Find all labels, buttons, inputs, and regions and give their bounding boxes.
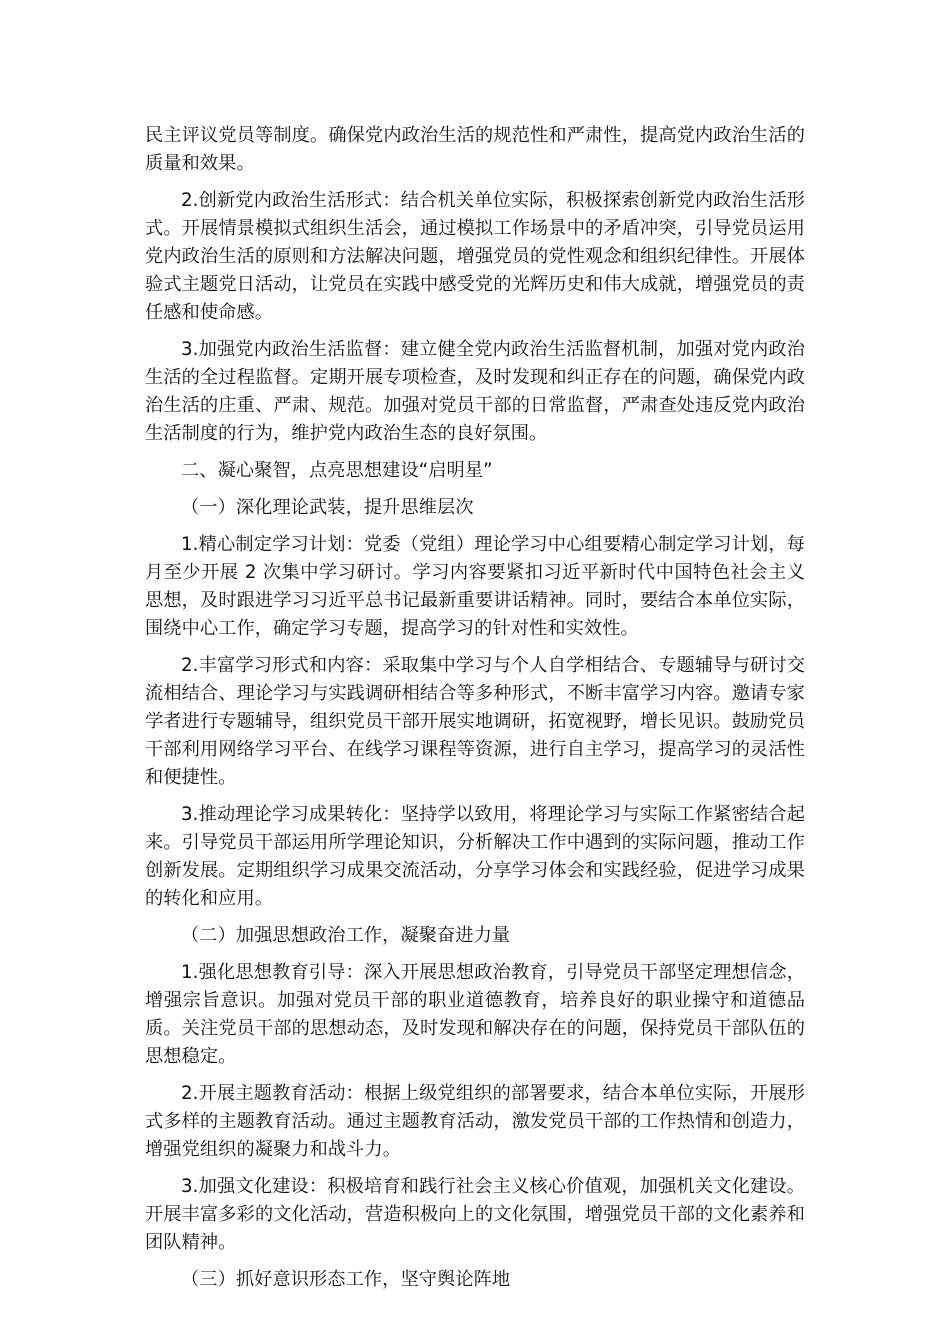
paragraph-study-results: 3.推动理论学习成果转化：坚持学以致用，将理论学习与实际工作紧密结合起来。引导党员干部运用所学理论知识，分析解决工作中遇到的实际问题，推动工作创新发展。定期组织学习成果交流活动，分享学习体会和实践经验，促进学习成果的转化和应用。 [145,804,805,909]
paragraph-ideological-education: 1.强化思想教育引导：深入开展思想政治教育，引导党员干部坚定理想信念，增强宗旨意识。加强对党员干部的职业道德教育，培养良好的职业操守和道德品质。关注党员干部的思想动态，及时发现和解决存在的问题，保持党员干部队伍的思想稳定。 [145,962,805,1067]
subsection-heading-3: （三）抓好意识形态工作，坚守舆论阵地 [181,1269,511,1290]
paragraph-innovate-form: 2.创新党内政治生活形式：结合机关单位实际，积极探索创新党内政治生活形式。开展情景模拟式组织生活会，通过模拟工作场景中的矛盾冲突，引导党员运用党内政治生活的原则和方法解决问题，增强党员的党性观念和组织纪律性。开展体验式主题党日活动，让党员在实践中感受党的光辉历史和伟大成就，增强党员的责任感和使命感。 [145,190,805,323]
document-body [145,122,805,1303]
paragraph-theme-education: 2.开展主题教育活动：根据上级党组织的部署要求，结合本单位实际，开展形式多样的主题教育活动。通过主题教育活动，激发党员干部的工作热情和创造力，增强党组织的凝聚力和战斗力。 [145,1083,805,1160]
paragraph-study-plan: 1.精心制定学习计划：党委（党组）理论学习中心组要精心制定学习计划，每月至少开展 2 次集中学习研讨。学习内容要紧扣习近平新时代中国特色社会主义思想，及时跟进学习习近平总书记最新重要讲话精神。同时，要结合本单位实际，围绕中心工作，确定学习专题，提高学习的针对性和实效性。 [145,534,805,639]
paragraph-culture-building: 3.加强文化建设：积极培育和践行社会主义核心价值观，加强机关文化建设。开展丰富多彩的文化活动，营造积极向上的文化氛围，增强党员干部的文化素养和团队精神。 [145,1176,805,1253]
paragraph-supervision: 3.加强党内政治生活监督：建立健全党内政治生活监督机制，加强对党内政治生活的全过程监督。定期开展专项检查，及时发现和纠正存在的问题，确保党内政治生活的庄重、严肃、规范。加强对党员干部的日常监督，严肃查处违反党内政治生活制度的行为，维护党内政治生态的良好氛围。 [145,339,805,444]
subsection-heading-1: （一）深化理论武装，提升思维层次 [181,497,474,518]
subsection-heading-2: （二）加强思想政治工作，凝聚奋进力量 [181,925,511,946]
paragraph-study-forms: 2.丰富学习形式和内容：采取集中学习与个人自学相结合、专题辅导与研讨交流相结合、理论学习与实践调研相结合等多种形式，不断丰富学习内容。邀请专家学者进行专题辅导，组织党员干部开展实地调研，拓宽视野，增长见识。鼓励党员干部利用网络学习平台、在线学习课程等资源，进行自主学习，提高学习的灵活性和便捷性。 [145,655,805,788]
paragraph-continuation: 民主评议党员等制度。确保党内政治生活的规范性和严肃性，提高党内政治生活的质量和效果。 [145,125,805,174]
section-heading-2: 二、凝心聚智，点亮思想建设“启明星” [181,460,493,481]
